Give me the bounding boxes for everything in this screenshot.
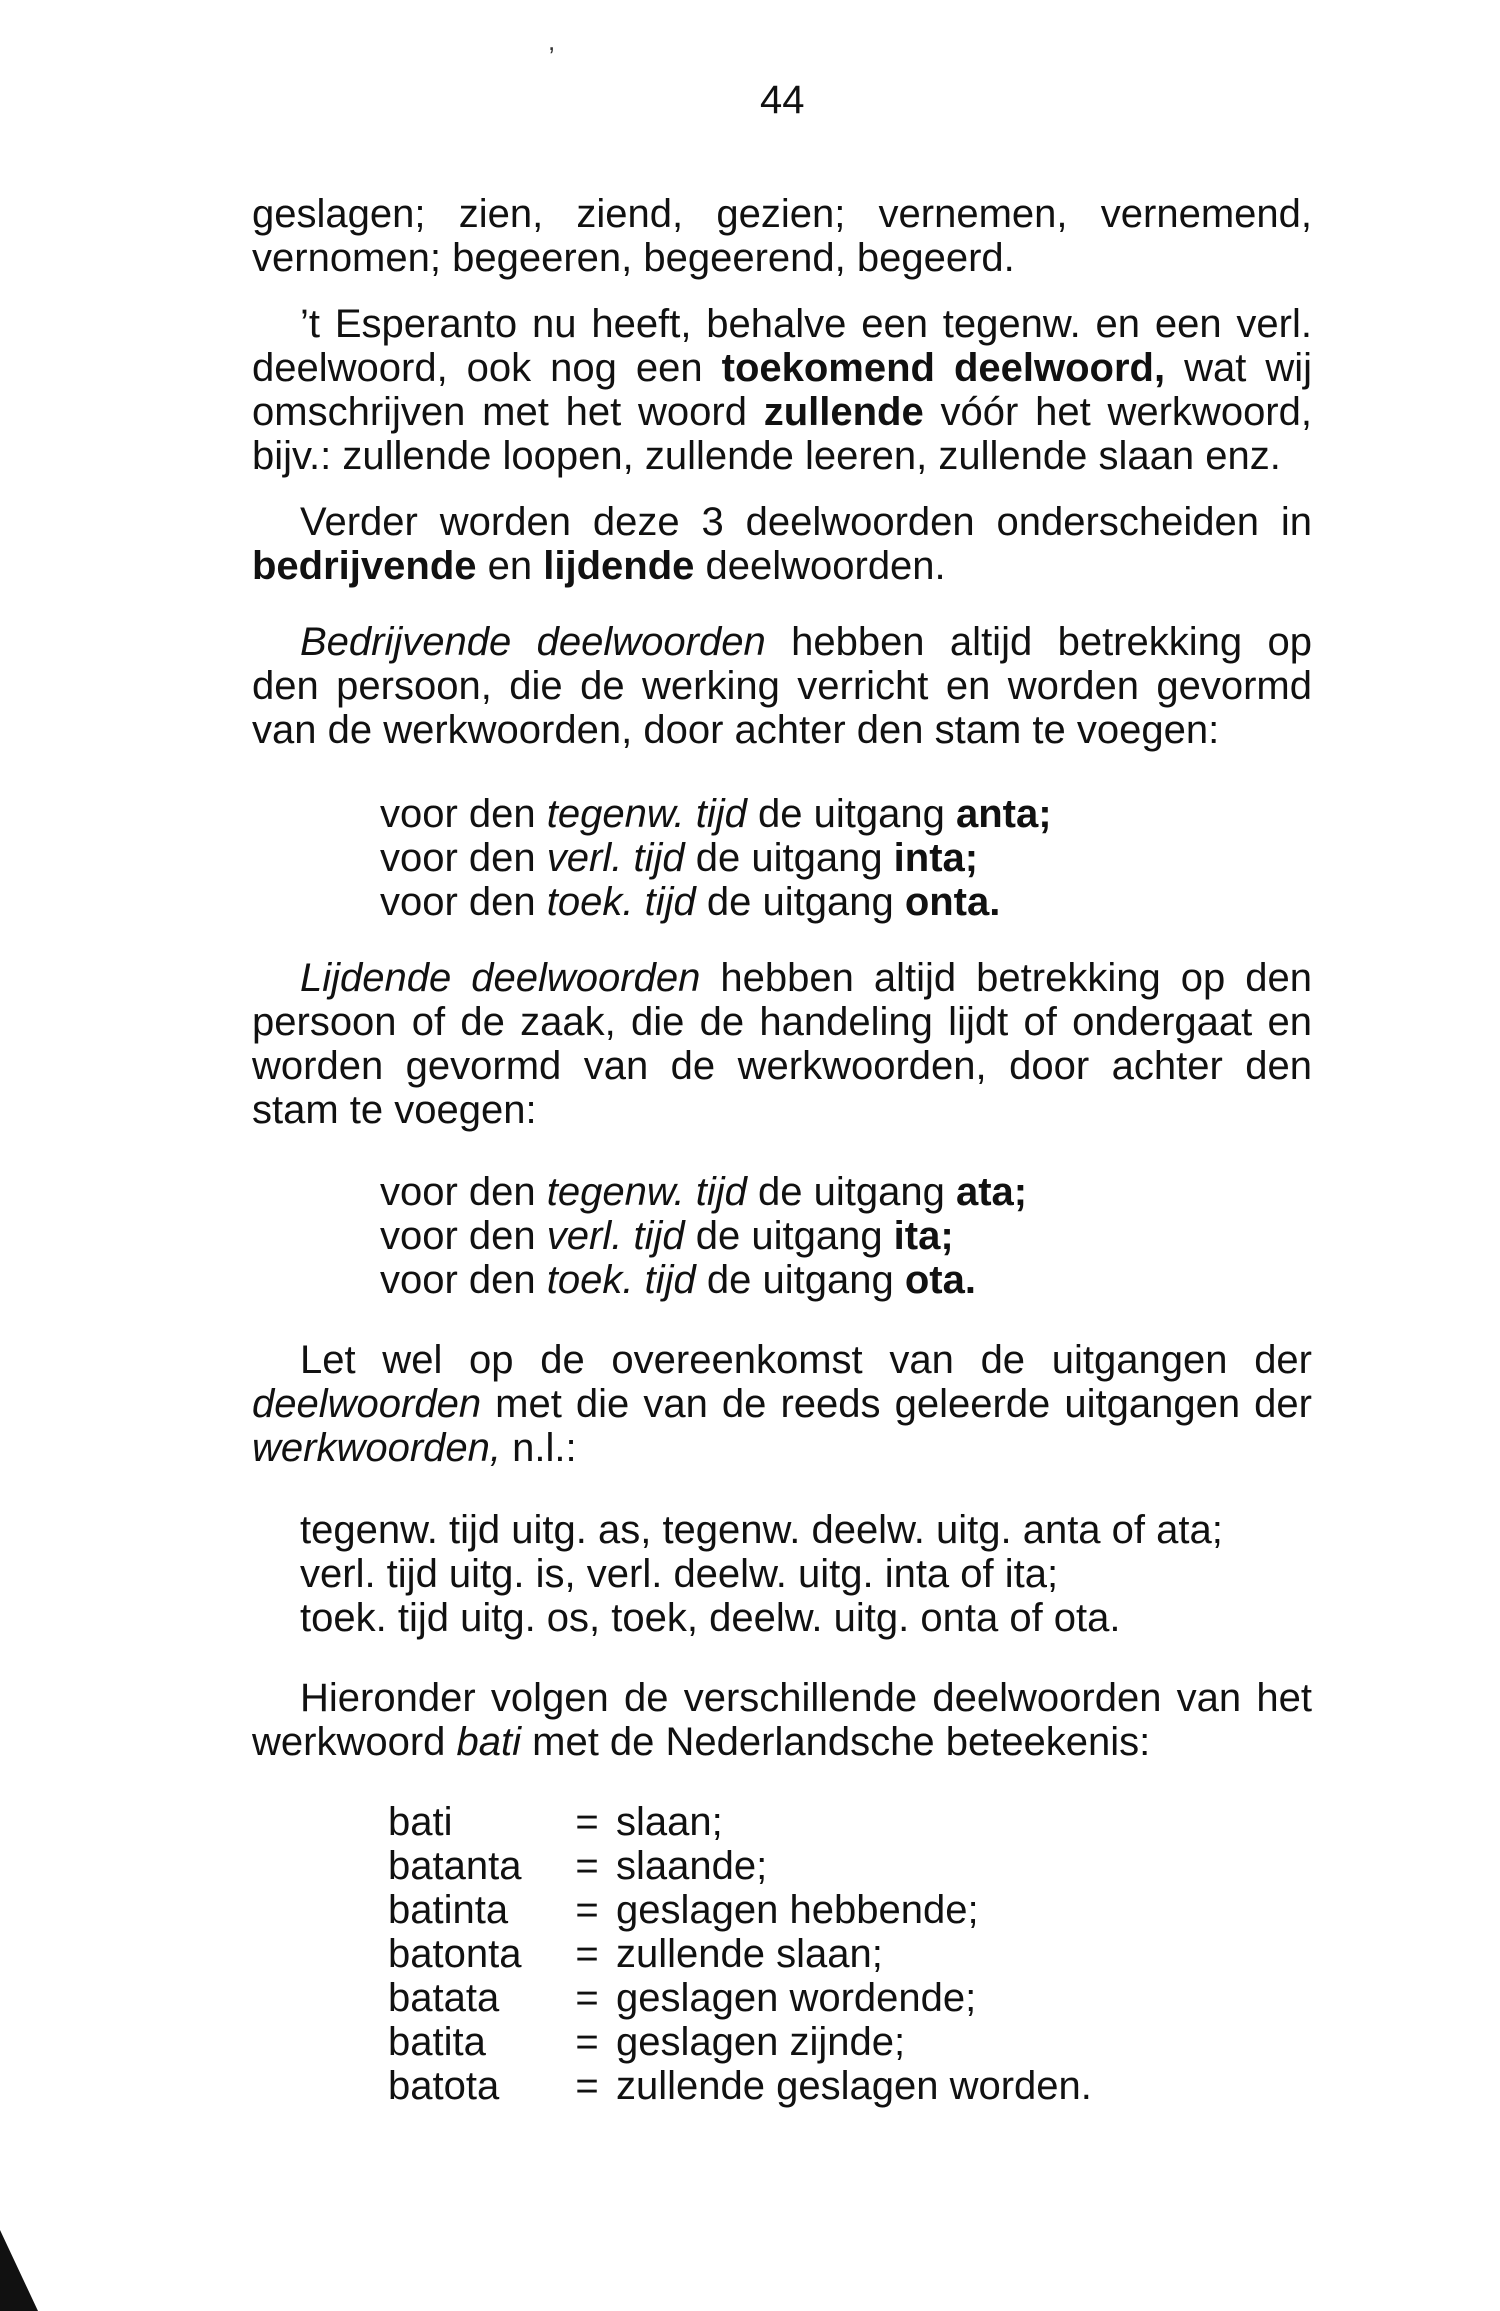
- ending-list-passive: [380, 1170, 1027, 1302]
- p6-c: met die van de reeds geleerde uitgangen der: [481, 1382, 1312, 1426]
- ending-line: voor den toek. tijd de uitgang ota.: [380, 1258, 976, 1302]
- p3-term-lijdende: lijdende: [543, 544, 695, 588]
- table-row: batanta = slaande;: [388, 1844, 768, 1888]
- paragraph-4: [252, 620, 1312, 752]
- p7-c: met de Nederlandsche beteekenis:: [521, 1720, 1151, 1764]
- p2-a: ’t Esperanto nu heeft, behalve een tegenw. en een verl. deelwoord, ook nog een: [252, 302, 1312, 390]
- paragraph-7: [252, 1676, 1312, 1764]
- p4-b: hebben altijd betrekking op den persoon, die de werking verricht en worden gevormd van de werkwoorden, door achter den stam te voegen:: [252, 620, 1312, 752]
- table-row: bati = slaan;: [388, 1800, 723, 1844]
- ending-list-active: [380, 792, 1052, 924]
- p7-a: Hieronder volgen de verschillende deelwoorden van het werkwoord: [252, 1676, 1312, 1764]
- p2-e: vóór het werkwoord, bijv.: zullende loopen, zullende leeren, zullende slaan enz.: [252, 390, 1312, 478]
- p7-term-bati: bati: [456, 1720, 522, 1764]
- print-speck: ,: [548, 26, 556, 56]
- table-row: batita = geslagen zijnde;: [388, 2020, 906, 2064]
- paragraph-1-text: geslagen; zien, ziend, gezien; vernemen, vernemend, vernomen; begeeren, begeerend, begeerd.: [252, 192, 1312, 280]
- table-row: batata = geslagen wordende;: [388, 1976, 977, 2020]
- page-number: 44: [760, 78, 805, 122]
- table-row: batota = zullende geslagen worden.: [388, 2064, 1092, 2108]
- p3-e: deelwoorden.: [694, 544, 946, 588]
- table-row: batinta = geslagen hebbende;: [388, 1888, 979, 1932]
- ending-line: voor den toek. tijd de uitgang onta.: [380, 880, 1001, 924]
- p6-a: Let wel op de overeenkomst van de uitgangen der: [300, 1338, 1312, 1382]
- conjugation-table: [388, 1800, 1092, 2108]
- p3-a: Verder worden deze 3 deelwoorden onderscheiden in: [300, 500, 1312, 544]
- p5-b: hebben altijd betrekking op den persoon of de zaak, die de handeling lijdt of ondergaat en worden gevormd van de werkwoorden, door achter den stam te voegen:: [252, 956, 1312, 1132]
- paragraph-5: [252, 956, 1312, 1132]
- p3-term-bedrijvende: bedrijvende: [252, 544, 477, 588]
- p6-term-werkwoorden: werkwoorden,: [252, 1426, 502, 1470]
- ending-line: voor den tegenw. tijd de uitgang ata;: [380, 1170, 1028, 1214]
- paragraph-1: [252, 192, 1312, 280]
- p3-c: en: [476, 544, 544, 588]
- p2-term-toekomend: toekomend deelwoord,: [721, 346, 1166, 390]
- p6-term-deelwoorden: deelwoorden: [252, 1382, 482, 1426]
- table-row: batonta = zullende slaan;: [388, 1932, 883, 1976]
- p6-e: n.l.:: [501, 1426, 577, 1470]
- p4-term: Bedrijvende deelwoorden: [300, 620, 766, 664]
- p5-term: Lijdende deelwoorden: [300, 956, 701, 1000]
- paragraph-2: [252, 302, 1312, 478]
- page-corner-shadow: [0, 2230, 38, 2311]
- paragraph-3: [252, 500, 1312, 588]
- p2-c: wat wij omschrijven met het woord: [252, 346, 1312, 434]
- comparison-list: [300, 1508, 1223, 1640]
- comparison-line: tegenw. tijd uitg. as, tegenw. deelw. uitg. anta of ata;: [300, 1508, 1223, 1552]
- comparison-line: toek. tijd uitg. os, toek, deelw. uitg. onta of ota.: [300, 1596, 1121, 1640]
- ending-line: voor den verl. tijd de uitgang inta;: [380, 836, 979, 880]
- paragraph-6: [252, 1338, 1312, 1470]
- p2-term-zullende: zullende: [763, 390, 924, 434]
- ending-line: voor den verl. tijd de uitgang ita;: [380, 1214, 954, 1258]
- comparison-line: verl. tijd uitg. is, verl. deelw. uitg. inta of ita;: [300, 1552, 1059, 1596]
- ending-line: voor den tegenw. tijd de uitgang anta;: [380, 792, 1052, 836]
